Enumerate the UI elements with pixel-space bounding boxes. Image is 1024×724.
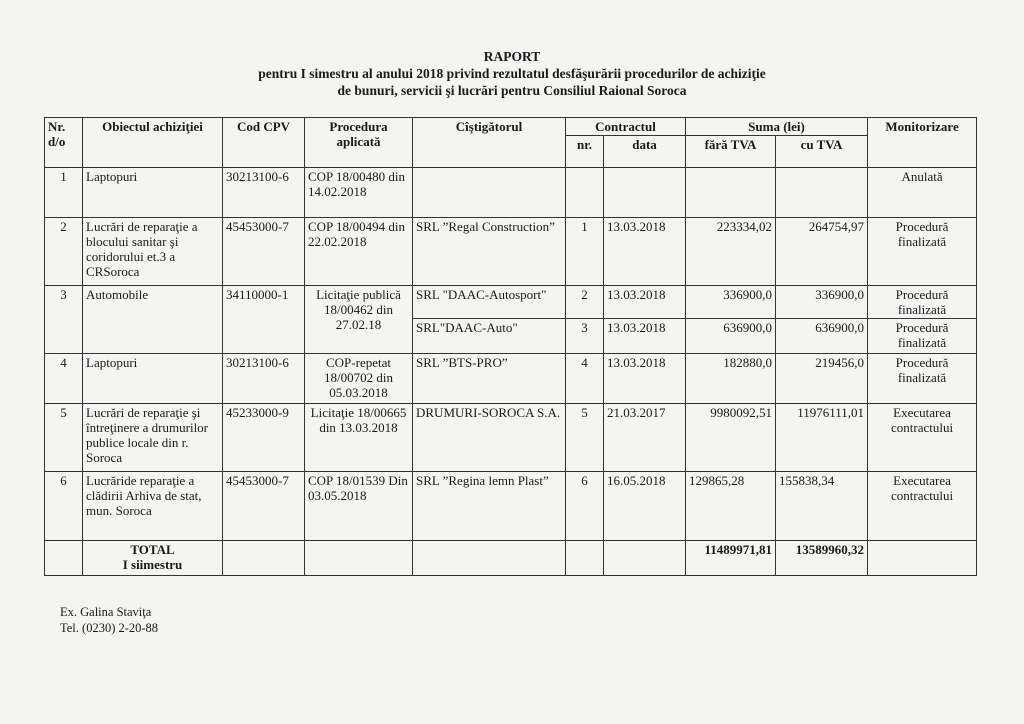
total-empty-cell (604, 541, 686, 576)
cell-contract-data (604, 168, 686, 218)
cell-contract-nr: 3 (566, 319, 604, 354)
cell-procedura: COP-repetat 18/00702 din 05.03.2018 (305, 354, 413, 404)
cell-nr: 6 (45, 472, 83, 541)
cell-castigator: SRL "DAAC-Autosport" (413, 286, 566, 319)
cell-nr: 1 (45, 168, 83, 218)
cell-castigator: SRL ”BTS-PRO” (413, 354, 566, 404)
cell-contract-nr: 4 (566, 354, 604, 404)
cell-monitorizare: Procedură finalizată (868, 218, 977, 286)
cell-cu-tva: 264754,97 (776, 218, 868, 286)
cell-cod: 45233000-9 (223, 404, 305, 472)
cell-monitorizare: Procedură finalizată (868, 354, 977, 404)
cell-castigator (413, 168, 566, 218)
total-empty-cell (566, 541, 604, 576)
cell-monitorizare: Executarea contractului (868, 404, 977, 472)
cell-fara-tva: 129865,28 (686, 472, 776, 541)
cell-contract-data: 16.05.2018 (604, 472, 686, 541)
procurement-table (44, 117, 977, 576)
cell-obiect: Lucrăride reparaţie a clădirii Arhiva de stat, mun. Soroca (83, 472, 223, 541)
total-empty-cell (305, 541, 413, 576)
executor-name: Ex. Galina Staviţa (60, 605, 152, 619)
cell-nr: 4 (45, 354, 83, 404)
cell-procedura: Licitaţie publică 18/00462 din 27.02.18 (305, 286, 413, 354)
cell-cod: 30213100-6 (223, 168, 305, 218)
cell-contract-data: 13.03.2018 (604, 286, 686, 319)
report-footer (60, 604, 158, 636)
total-cu-tva: 13589960,32 (776, 541, 868, 576)
total-nr-empty (45, 541, 83, 576)
cell-fara-tva: 9980092,51 (686, 404, 776, 472)
cell-fara-tva: 182880,0 (686, 354, 776, 404)
cell-cu-tva (776, 168, 868, 218)
header-procedura: Procedura aplicată (305, 118, 413, 168)
cell-cod: 30213100-6 (223, 354, 305, 404)
cell-procedura: Licitaţie 18/00665 din 13.03.2018 (305, 404, 413, 472)
cell-contract-data: 13.03.2018 (604, 319, 686, 354)
report-subtitle-line1: pentru I simestru al anului 2018 privind rezultatul desfăşurării procedurilor de achiziţie (258, 66, 766, 81)
table-row (45, 286, 977, 319)
cell-obiect: Lucrări de reparaţie a blocului sanitar şi coridorului et.3 a CRSoroca (83, 218, 223, 286)
cell-fara-tva: 223334,02 (686, 218, 776, 286)
cell-cu-tva: 219456,0 (776, 354, 868, 404)
cell-cu-tva: 155838,34 (776, 472, 868, 541)
cell-contract-data: 21.03.2017 (604, 404, 686, 472)
cell-monitorizare: Executarea contractului (868, 472, 977, 541)
header-fara-tva: fără TVA (686, 136, 776, 168)
header-cod: Cod CPV (223, 118, 305, 168)
total-empty-cell (413, 541, 566, 576)
report-header (0, 48, 1024, 99)
cell-cod: 34110000-1 (223, 286, 305, 354)
header-contract: Contractul (566, 118, 686, 136)
cell-cu-tva: 636900,0 (776, 319, 868, 354)
report-title: RAPORT (483, 49, 541, 64)
cell-obiect: Automobile (83, 286, 223, 354)
cell-contract-data: 13.03.2018 (604, 354, 686, 404)
executor-phone: Tel. (0230) 2-20-88 (60, 621, 159, 635)
table-row (45, 218, 977, 286)
cell-procedura: COP 18/00494 din 22.02.2018 (305, 218, 413, 286)
header-cu-tva: cu TVA (776, 136, 868, 168)
cell-contract-nr: 5 (566, 404, 604, 472)
cell-castigator: SRL ”Regal Construction” (413, 218, 566, 286)
cell-cu-tva: 11976111,01 (776, 404, 868, 472)
table-row (45, 472, 977, 541)
cell-procedura: COP 18/01539 Din 03.05.2018 (305, 472, 413, 541)
cell-monitorizare: Procedură finalizată (868, 319, 977, 354)
header-contract-data: data (604, 136, 686, 168)
cell-obiect: Laptopuri (83, 354, 223, 404)
header-nr: Nr. d/o (45, 118, 83, 168)
header-suma: Suma (lei) (686, 118, 868, 136)
total-label-line2: I siimestru (122, 557, 183, 572)
total-label (83, 541, 223, 576)
table-row (45, 168, 977, 218)
cell-cod: 45453000-7 (223, 472, 305, 541)
cell-fara-tva: 336900,0 (686, 286, 776, 319)
cell-monitorizare: Procedură finalizată (868, 286, 977, 319)
cell-castigator: SRL"DAAC-Auto" (413, 319, 566, 354)
cell-contract-data: 13.03.2018 (604, 218, 686, 286)
cell-cu-tva: 336900,0 (776, 286, 868, 319)
cell-nr: 3 (45, 286, 83, 354)
cell-nr: 5 (45, 404, 83, 472)
cell-fara-tva: 636900,0 (686, 319, 776, 354)
cell-obiect: Laptopuri (83, 168, 223, 218)
table-row (45, 404, 977, 472)
total-fara-tva: 11489971,81 (686, 541, 776, 576)
header-contract-nr: nr. (566, 136, 604, 168)
cell-fara-tva (686, 168, 776, 218)
report-subtitle-line2: de bunuri, servicii şi lucrări pentru Consiliul Raional Soroca (337, 83, 687, 98)
cell-contract-nr: 1 (566, 218, 604, 286)
cell-procedura: COP 18/00480 din 14.02.2018 (305, 168, 413, 218)
total-empty-cell (868, 541, 977, 576)
cell-contract-nr: 2 (566, 286, 604, 319)
cell-cod: 45453000-7 (223, 218, 305, 286)
cell-castigator: SRL ”Regina lemn Plast” (413, 472, 566, 541)
total-empty-cell (223, 541, 305, 576)
cell-castigator: DRUMURI-SOROCA S.A. (413, 404, 566, 472)
total-label-line1: TOTAL (130, 542, 175, 557)
cell-monitorizare: Anulată (868, 168, 977, 218)
header-monitorizare: Monitorizare (868, 118, 977, 168)
cell-contract-nr: 6 (566, 472, 604, 541)
table-row (45, 354, 977, 404)
cell-obiect: Lucrări de reparaţie şi întreţinere a drumurilor publice locale din r. Soroca (83, 404, 223, 472)
cell-contract-nr (566, 168, 604, 218)
header-castigator: Cîştigătorul (413, 118, 566, 168)
total-row (45, 541, 977, 576)
header-obiect: Obiectul achiziţiei (83, 118, 223, 168)
cell-nr: 2 (45, 218, 83, 286)
